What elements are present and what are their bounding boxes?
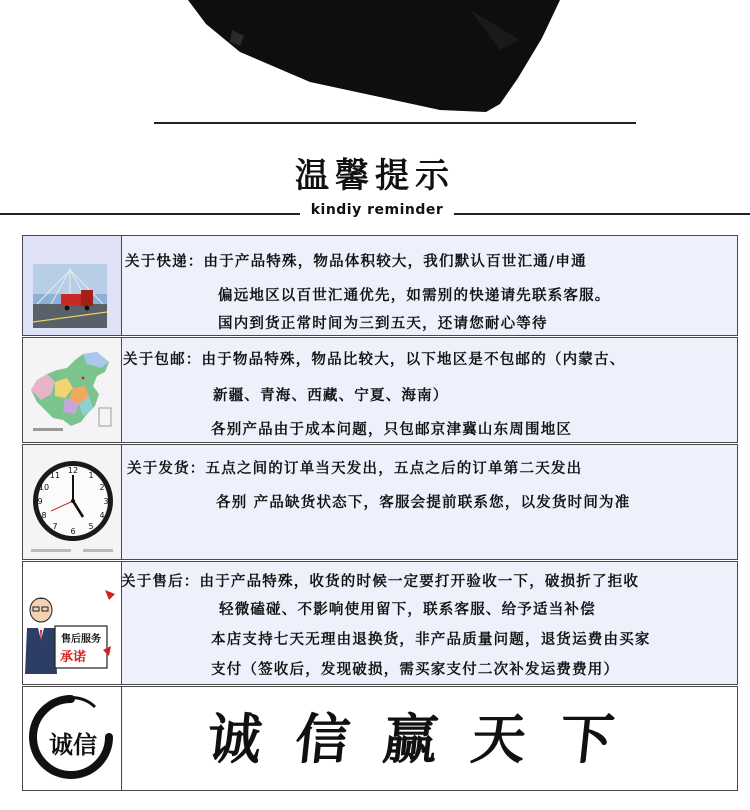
shipping-line-1: 关于快递：由于产品特殊，物品体积较大，我们默认百世汇通/申通 bbox=[125, 254, 587, 270]
chengxin-logo-text: 诚信 bbox=[49, 730, 97, 759]
free-shipping-line-2: 新疆、青海、西藏、宁夏、海南） bbox=[213, 388, 449, 404]
calligraphy-slogan: 诚信赢天下 bbox=[204, 707, 651, 771]
shipping-line-2: 偏远地区以百世汇通优先，如需别的快递请先联系客服。 bbox=[218, 288, 611, 304]
subtitle-left-line bbox=[0, 213, 300, 215]
svg-text:6: 6 bbox=[70, 527, 76, 536]
notice-row-shipping bbox=[22, 235, 738, 336]
svg-text:11: 11 bbox=[49, 471, 61, 480]
free-shipping-line-1: 关于包邮：由于物品特殊，物品比较大，以下地区是不包邮的（内蒙古、 bbox=[123, 352, 626, 368]
after-sales-line-2: 轻微磕碰、不影响使用留下，联系客服、给予适当补偿 bbox=[219, 602, 596, 618]
notice-row-dispatch bbox=[22, 444, 738, 560]
notice-row-calligraphy bbox=[22, 686, 738, 791]
dispatch-text bbox=[123, 445, 737, 559]
svg-text:7: 7 bbox=[52, 522, 58, 531]
dispatch-line-2: 各别 产品缺货状态下，客服会提前联系您，以发货时间为准 bbox=[216, 495, 631, 511]
svg-text:10: 10 bbox=[38, 483, 50, 492]
subtitle-row bbox=[0, 202, 750, 222]
dispatch-line-1: 关于发货：五点之间的订单当天发出，五点之后的订单第二天发出 bbox=[127, 461, 583, 477]
wall-clock-icon bbox=[27, 449, 119, 557]
china-map-icon bbox=[27, 348, 117, 436]
free-shipping-text bbox=[123, 338, 737, 442]
svg-text:2: 2 bbox=[99, 483, 105, 492]
svg-text:1: 1 bbox=[88, 471, 94, 480]
shipping-line-3: 国内到货正常时间为三到五天，还请您耐心等待 bbox=[218, 316, 548, 332]
after-sales-line-3: 本店支持七天无理由退换货，非产品质量问题，退货运费由买家 bbox=[211, 632, 651, 648]
free-shipping-line-3: 各别产品由于成本问题，只包邮京津冀山东周围地区 bbox=[211, 422, 573, 438]
dispatch-image-cell bbox=[23, 445, 122, 559]
svg-text:9: 9 bbox=[37, 497, 43, 506]
top-divider bbox=[154, 122, 636, 124]
shipping-image-cell bbox=[23, 236, 122, 335]
svg-text:3: 3 bbox=[103, 497, 109, 506]
truck-bridge-icon bbox=[33, 264, 107, 328]
free-shipping-image-cell bbox=[23, 338, 122, 442]
notice-row-after-sales bbox=[22, 561, 738, 685]
svg-text:5: 5 bbox=[88, 522, 94, 531]
service-sign-label: 售后服务 bbox=[61, 634, 101, 645]
after-sales-line-1: 关于售后：由于产品特殊，收货的时候一定要打开验收一下，破损折了拒收 bbox=[121, 574, 640, 590]
page-title: 温馨提示 bbox=[295, 156, 455, 196]
after-sales-line-4: 支付（签收后，发现破损，需买家支付二次补发运费费用） bbox=[211, 662, 620, 678]
shipping-text bbox=[123, 236, 737, 335]
svg-text:12: 12 bbox=[67, 466, 79, 475]
calligraphy-area bbox=[123, 687, 737, 790]
calligraphy-logo-cell bbox=[23, 687, 122, 790]
svg-text:8: 8 bbox=[41, 511, 47, 520]
product-photo-bottom bbox=[0, 0, 750, 122]
chengxin-logo-icon bbox=[25, 693, 119, 785]
after-sales-text bbox=[123, 562, 737, 684]
customer-service-person-icon bbox=[25, 586, 119, 676]
svg-text:4: 4 bbox=[99, 511, 105, 520]
subtitle-right-line bbox=[454, 213, 750, 215]
after-sales-image-cell bbox=[23, 562, 122, 684]
page-subtitle: kindiy reminder bbox=[310, 202, 444, 218]
notice-table bbox=[22, 235, 738, 791]
service-sign-promise: 承诺 bbox=[59, 650, 87, 665]
notice-row-free-shipping bbox=[22, 337, 738, 443]
